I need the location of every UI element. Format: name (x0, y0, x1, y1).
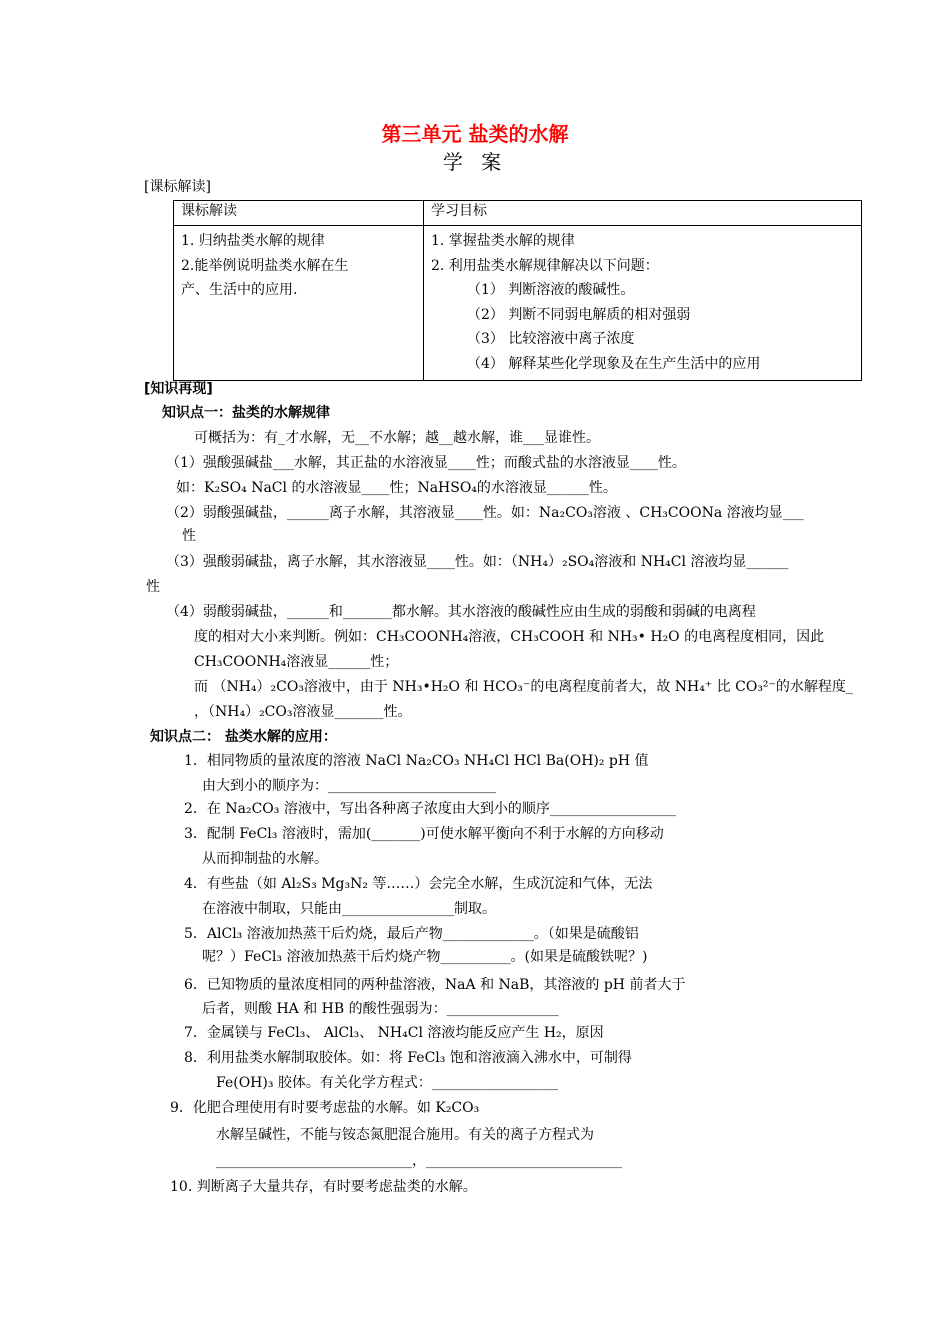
kp1-line: CH₃COONH₄溶液显______性； (194, 654, 399, 670)
kp1-line: 度的相对大小来判断。例如：CH₃COONH₄溶液，CH₃COOH 和 NH₃• H₂O 的电离程度相同，因此 (194, 629, 825, 645)
kp1-line: （1）强酸强碱盐___水解，其正盐的水溶液显____性；而酸式盐的水溶液显____性。 (166, 455, 686, 471)
kp2-heading: 知识点二： 盐类水解的应用： (150, 729, 337, 745)
table-cell-left (174, 226, 424, 381)
kp2-line: 4．有些盐（如 Al₂S₃ Mg₃N₂ 等……）会完全水解，生成沉淀和气体，无法 (184, 876, 653, 892)
kp2-line: 5．AlCl₃ 溶液加热蒸干后灼烧，最后产物_____________。（如果是硫酸铝 (184, 926, 639, 942)
table-right-line: 1. 掌握盐类水解的规律 (431, 233, 575, 249)
kp1-line: （4）弱酸弱碱盐，______和_______都水解。其水溶液的酸碱性应由生成的弱酸和弱碱的电离程 (166, 604, 756, 620)
kp2-line: 9．化肥合理使用有时要考虑盐的水解。如 K₂CO₃ (170, 1100, 480, 1116)
table-right-line: （2） 判断不同弱电解质的相对强弱 (467, 306, 691, 323)
kp2-line: 在溶液中制取，只能由________________制取。 (202, 901, 496, 917)
table-right-line: （3） 比较溶液中离子浓度 (467, 331, 635, 348)
kp2-line: 6．已知物质的量浓度相同的两种盐溶液，NaA 和 NaB，其溶液的 pH 前者大于 (184, 977, 686, 993)
kp1-line: 而 （NH₄）₂CO₃溶液中，由于 NH₃•H₂O 和 HCO₃⁻的电离程度前者大，故 NH₄⁺ 比 CO₃²⁻的水解程度_ (194, 679, 853, 695)
kp2-line: 7．金属镁与 FeCl₃、 AlCl₃、 NH₄Cl 溶液均能反应产生 H₂，原因 (184, 1025, 604, 1041)
kp1-line: （3）强酸弱碱盐，离子水解，其水溶液显____性。如：（NH₄）₂SO₄溶液和 NH₄Cl 溶液均显______ (166, 554, 789, 570)
table-left-line: 1. 归纳盐类水解的规律 (181, 233, 325, 249)
kp2-line: 后者，则酸 HA 和 HB 的酸性强弱为：________________ (202, 1001, 559, 1017)
kp1-line: 如：K₂SO₄ NaCl 的水溶液显____性；NaHSO₄的水溶液显______性。 (176, 480, 617, 496)
table-left-line: 产、生活中的应用. (181, 282, 298, 299)
kp2-line: 水解呈碱性，不能与铵态氮肥混合施用。有关的离子方程式为 (216, 1127, 594, 1143)
kp2-line: 由大到小的顺序为：________________________ (202, 778, 496, 794)
kp2-line: 2．在 Na₂CO₃ 溶液中，写出各种离子浓度由大到小的顺序__________________ (184, 801, 676, 817)
table-right-line: （1） 判断溶液的酸碱性。 (467, 282, 635, 299)
kp1-line: （2）弱酸强碱盐，______离子水解，其溶液显____性。如：Na₂CO₃溶液 、CH₃COONa 溶液均显___ (166, 505, 804, 521)
kp2-line: Fe(OH)₃ 胶体。有关化学方程式：__________________ (216, 1075, 558, 1091)
kp2-line: 8．利用盐类水解制取胶体。如：将 FeCl₃ 饱和溶液滴入沸水中，可制得 (184, 1050, 632, 1066)
kp1-line: ，（NH₄）₂CO₃溶液显_______性。 (194, 704, 412, 720)
page-subtitle: 学 案 (442, 150, 508, 174)
kp2-line: 1．相同物质的量浓度的溶液 NaCl Na₂CO₃ NH₄Cl HCl Ba(OH)₂ pH 值 (184, 753, 649, 769)
section-review: [知识再现] (144, 381, 213, 397)
kp1-line: 性 (146, 579, 160, 595)
kp2-line: 10. 判断离子大量共存，有时要考虑盐类的水解。 (170, 1179, 477, 1195)
curriculum-table (173, 200, 862, 381)
kp2-line: ____________________________，____________________________ (216, 1153, 622, 1169)
table-cell-right (424, 226, 862, 381)
table-head-left: 课标解读 (174, 201, 424, 226)
table-right-line: （4） 解释某些化学现象及在生产生活中的应用 (467, 355, 761, 372)
kp2-line: 3．配制 FeCl₃ 溶液时，需加(_______)可使水解平衡向不利于水解的方向移动 (184, 826, 664, 842)
kp1-line: 可概括为：有_才水解，无__不水解；越__越水解，谁___显谁性。 (194, 430, 600, 446)
kp1-line: 性 (182, 528, 196, 544)
section-curriculum: [课标解读] (144, 179, 211, 195)
page-title: 第三单元 盐类的水解 (381, 122, 569, 146)
table-left-line: 2.能举例说明盐类水解在生 (181, 257, 349, 274)
kp1-heading: 知识点一：盐类的水解规律 (162, 405, 330, 421)
kp2-line: 从而抑制盐的水解。 (202, 851, 328, 867)
table-right-line: 2. 利用盐类水解规律解决以下问题： (431, 257, 659, 274)
table-head-right: 学习目标 (424, 201, 862, 226)
kp2-line: 呢？）FeCl₃ 溶液加热蒸干后灼烧产物__________。(如果是硫酸铁呢？) (202, 949, 648, 965)
